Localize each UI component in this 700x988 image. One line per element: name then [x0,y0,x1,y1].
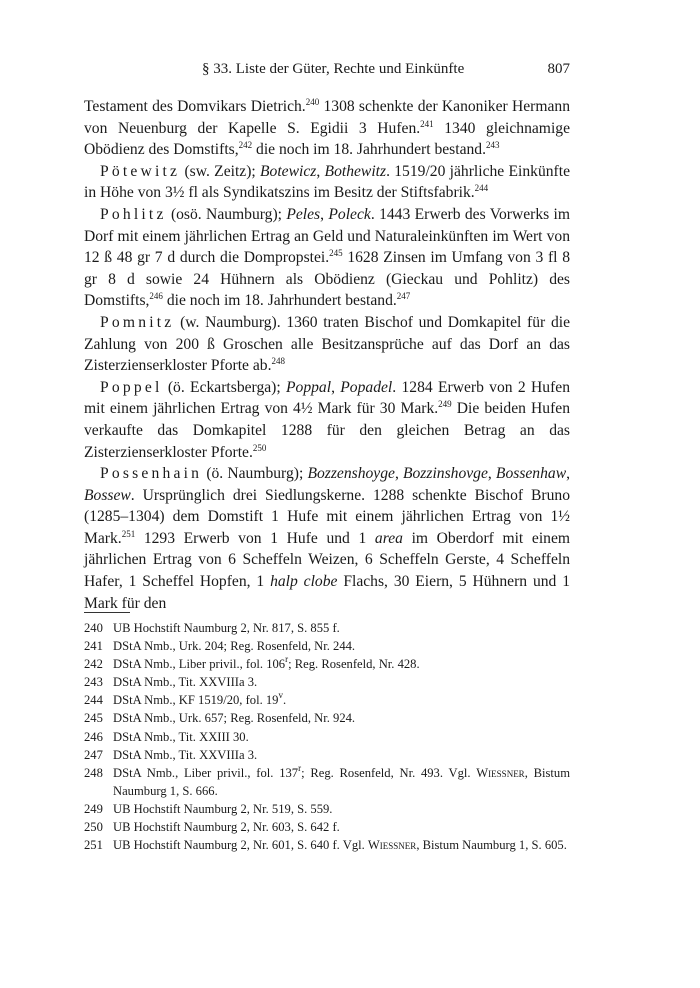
text-run: . 1519/20 jährliche Einkünfte in Höhe von 3½ fl als Syndikatszins im Besitz der Stiftsfabrik. [84,162,571,202]
text-run: UB Hochstift Naumburg 2, Nr. 601, S. 640 f. Vgl. [113,838,368,853]
entry-poppel [84,377,570,463]
footnote-number: 247 [84,747,103,762]
page-number: 807 [547,61,570,77]
text-run: 1340 gleichnamige Obödienz des Domstifts, [84,119,570,159]
text-run: Die beiden Hufen verkaufte das Domkapitel 1288 für den gleichen Betrag an das Zisterzienserkloster Pforte. [84,400,570,461]
footnote-text [113,836,570,854]
text-run: (sw. Zeitz); [180,162,261,180]
main-text [84,96,570,614]
variant-name: Bothewitz [324,162,387,180]
footnote-ref[interactable]: 250 [252,442,267,453]
text-run: (ö. Eckartsberga); [162,378,287,396]
footnote-text: DStA Nmb., Tit. XXIII 30. [113,729,249,744]
text-run: 1293 Erwerb von 1 Hufe und 1 [135,529,375,547]
text-run: . 1443 Erwerb des Vorwerks im Dorf mit einem jährlichen Ertrag an Geld und Naturaleinkünften im Wert von 12 ß 48 gr 7 d durch die Dompropstei. [84,205,571,267]
text-run: , [331,378,341,396]
text-run: (ö. Naumburg); [202,465,308,483]
footnote-ref[interactable]: 246 [149,291,163,302]
footnote-ref[interactable]: 245 [329,248,343,259]
text-run: die noch im 18. Jahrhundert bestand. [162,292,397,310]
running-header [84,61,570,83]
footnote-number: 244 [84,693,103,708]
footnote [84,691,570,709]
author-name: Wiessner [367,838,417,853]
text-run: , Bistum Naumburg 1, S. 666. [113,765,570,798]
footnote-text [113,691,570,709]
folio-side: r [285,654,289,665]
footnote-number: 249 [84,801,103,816]
text-run: im Oberdorf mit einem jährlichen Ertrag von 6 Scheffeln Weizen, 6 Scheffeln Gerste, 4 Scheffeln Hafer, 1 Scheffel Hopfen, 1 [84,529,570,591]
text-run: Flachs, 30 Eiern, 5 Hühnern und 1 Mark für den [84,573,571,612]
footnote-number: 248 [84,765,103,780]
footnote [84,728,570,746]
footnote [84,709,570,727]
text-run: , [566,465,570,483]
footnote [84,673,570,691]
paragraph [84,96,570,161]
footnote-text: UB Hochstift Naumburg 2, Nr. 603, S. 642 f. [113,820,340,835]
variant-name: Bossenhaw [495,465,567,483]
place-name: Possenhain [100,465,203,483]
footnote-ref[interactable]: 248 [271,356,285,367]
text-run: ; Reg. Rosenfeld, Nr. 493. Vgl. [301,765,477,780]
footnote-ref[interactable]: 244 [474,183,489,194]
footnote-text: DStA Nmb., Urk. 204; Reg. Rosenfeld, Nr. 244. [113,639,356,654]
text-run: , Bistum Naumburg 1, S. 605. [416,838,567,853]
variant-name: Bozzenshoyge [307,465,395,483]
footnote [84,619,570,637]
text-run: . 1284 Erwerb von 2 Hufen mit einem jährlichen Ertrag von 4½ Mark für 30 Mark. [84,378,570,418]
entry-poetewitz [84,161,570,204]
footnote-ref[interactable]: 242 [238,140,253,151]
footnote [84,655,570,673]
text-run: DStA Nmb., Liber privil., fol. 106 [113,657,286,672]
footnote [84,836,570,854]
footnote-text [113,764,570,800]
text-run: (w. Naumburg). 1360 traten Bischof und Domkapitel für die Zahlung von 200 ß Groschen alle Besitzansprüche auf das Dorf an das Zisterzienserkloster Pforte ab. [84,313,570,375]
text-run: 1308 schenkte der Kanoniker Hermann von Neuenburg der Kapelle S. Egidii 3 Hufen. [84,98,570,137]
text-run: DStA Nmb., Liber privil., fol. 137 [113,765,299,780]
text-run: DStA Nmb., KF 1519/20, fol. 19 [113,693,279,708]
footnote-text: DStA Nmb., Tit. XXVIIIa 3. [113,675,258,690]
footnote [84,764,570,800]
text-run: , [316,162,325,180]
variant-name: Bozzinshovge [402,465,488,483]
footnote [84,818,570,836]
text-run: . [282,693,287,708]
text-run: (osö. Naumburg); [166,205,287,223]
variant-name: Poppal [286,378,332,396]
footnote [84,800,570,818]
footnote-number: 242 [84,657,103,672]
variant-name: Botewicz [260,162,317,180]
footnote-number: 245 [84,711,103,726]
footnote [84,637,570,655]
footnote-number: 246 [84,729,103,744]
entry-pohlitz [84,204,570,312]
variant-name: Bossew [84,486,131,504]
text-run: . Ursprünglich drei Siedlungskerne. 1288 schenkte Bischof Bruno (1285–1304) dem Domstift 1 Hufe mit einem jährlichen Ertrag von 1½ Mark. [84,486,570,547]
footnote [84,746,570,764]
footnote-number: 251 [84,838,103,853]
footnote-ref[interactable]: 243 [485,140,500,151]
entry-pomnitz [84,312,570,377]
text-run: , [487,465,496,483]
footnote-ref[interactable]: 241 [420,118,434,129]
footnote-text: DStA Nmb., Tit. XXVIIIa 3. [113,747,258,762]
footnote-text: UB Hochstift Naumburg 2, Nr. 817, S. 855 f. [113,621,340,635]
place-name: Pomnitz [100,313,175,331]
entry-possenhain [84,463,570,614]
text-run: , [394,465,403,483]
footnote-separator [84,612,130,613]
footnotes [84,619,570,854]
footnote-ref[interactable]: 240 [305,97,320,107]
footnote-ref[interactable]: 249 [438,399,452,410]
place-name: Pötewitz [100,162,181,180]
folio-side: v [278,690,283,701]
folio-side: r [298,762,302,773]
latin-term: halp clobe [270,573,338,591]
footnote-text: DStA Nmb., Urk. 657; Reg. Rosenfeld, Nr. 924. [113,711,356,726]
footnote-text [113,655,570,673]
text-run: Testament des Domvikars Dietrich. [84,98,306,115]
chapter-title: § 33. Liste der Güter, Rechte und Einkünfte [202,61,465,77]
text-run: ; Reg. Rosenfeld, Nr. 428. [288,657,420,672]
footnote-text: UB Hochstift Naumburg 2, Nr. 519, S. 559. [113,801,333,816]
text-run: die noch im 18. Jahrhundert bestand. [252,141,486,159]
author-name: Wiessner [476,765,525,780]
variant-name: Peles [286,205,321,223]
text-run: 1628 Zinsen im Umfang von 3 fl 8 gr 8 d sowie 24 Hühnern als Obödienz (Gieckau und Pohlitz) des Domstifts, [84,249,570,310]
footnote-number: 243 [84,675,103,690]
footnote-ref[interactable]: 251 [121,528,136,539]
place-name: Pohlitz [100,205,167,223]
footnote-number: 241 [84,639,103,654]
footnote-ref[interactable]: 247 [396,291,411,302]
text-run: , [320,205,329,223]
variant-name: Popadel [340,378,393,396]
place-name: Poppel [100,378,163,396]
latin-term: area [374,529,403,547]
variant-name: Poleck [328,205,371,223]
footnote-number: 240 [84,621,103,635]
footnote-number: 250 [84,820,103,835]
